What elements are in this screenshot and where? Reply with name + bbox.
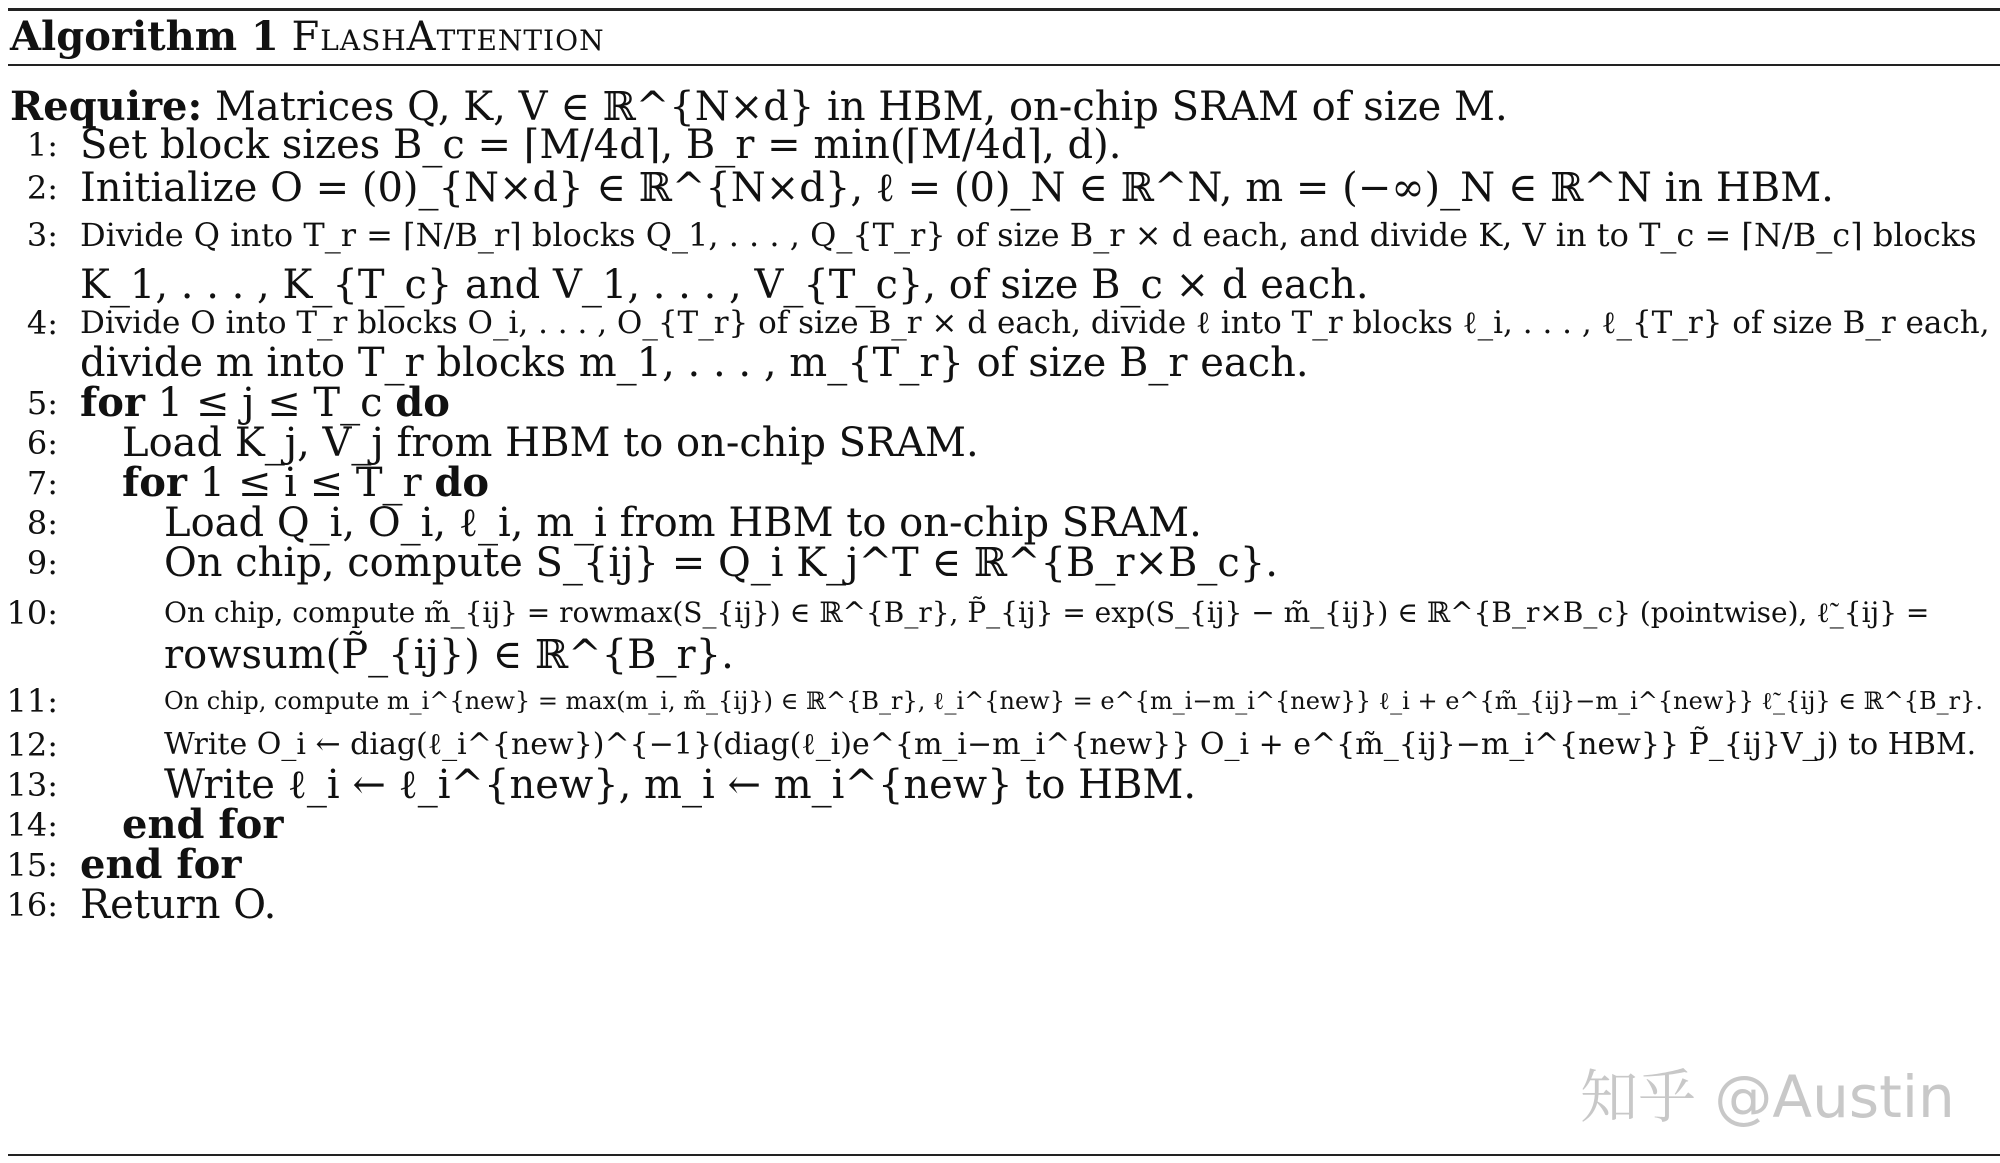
line-text: Set block sizes B_c = ⌈M/4d⌉, B_r = min(⌈M/4d⌉, d).: [80, 122, 1122, 168]
line-text: rowsum(P̃_{ij}) ∈ ℝ^{B_r}.: [164, 632, 734, 678]
line-text: Divide Q into T_r = ⌈N/B_r⌉ blocks Q_1, . . . , Q_{T_r} of size B_r × d each, and divide K, V in to T_c = ⌈N/B_c⌉ blocks: [80, 216, 1977, 254]
line-text: divide m into T_r blocks m_1, . . . , m_{T_r} of size B_r each.: [80, 340, 1309, 386]
line-number: 3:: [26, 216, 58, 254]
line-number: 7:: [26, 464, 58, 502]
line-text: Load K_j, V_j from HBM to on-chip SRAM.: [122, 420, 979, 466]
do-keyword: do: [395, 379, 450, 426]
watermark: 知乎 @Austin: [1580, 1063, 1955, 1131]
for-keyword: for: [80, 379, 145, 426]
line-text: On chip, compute S_{ij} = Q_i K_j^T ∈ ℝ^{B_r×B_c}.: [164, 540, 1278, 586]
line-number: 10:: [6, 594, 58, 632]
line-text: K_1, . . . , K_{T_c} and V_1, . . . , V_{T_c}, of size B_c × d each.: [80, 262, 1369, 308]
line-text: On chip, compute m̃_{ij} = rowmax(S_{ij}) ∈ ℝ^{B_r}, P̃_{ij} = exp(S_{ij} − m̃_{ij}) ∈ ℝ^{B_r×B_c} (pointwise), ℓ̃_{ij} =: [164, 596, 1930, 629]
line-number: 5:: [26, 384, 58, 422]
line-number: 9:: [26, 544, 58, 582]
algorithm-label: Algorithm 1: [10, 13, 279, 60]
line-text: Write O_i ← diag(ℓ_i^{new})^{−1}(diag(ℓ_i)e^{m_i−m_i^{new}} O_i + e^{m̃_{ij}−m_i^{new}} P̃_{ij}V_j) to HBM.: [164, 727, 1977, 762]
loop-range: 1 ≤ j ≤ T_c: [144, 380, 396, 426]
line-number: 12:: [6, 726, 58, 764]
line-text: Divide O into T_r blocks O_i, . . . , O_{T_r} of size B_r × d each, divide ℓ into T_r blocks ℓ_i, . . . , ℓ_{T_r} of size B_r each,: [80, 305, 1990, 341]
line-number: 2:: [26, 169, 58, 207]
line-text: Write ℓ_i ← ℓ_i^{new}, m_i ← m_i^{new} to HBM.: [164, 762, 1197, 808]
line-number: 13:: [6, 766, 58, 804]
end-for-keyword: end for: [122, 801, 284, 848]
bottom-rule: [8, 1154, 2000, 1156]
require-keyword: Require:: [10, 83, 203, 130]
line-number: 1:: [26, 126, 58, 164]
line-text: Load Q_i, O_i, ℓ_i, m_i from HBM to on-chip SRAM.: [164, 500, 1202, 546]
line-number: 16:: [6, 886, 58, 924]
require-text: Matrices Q, K, V ∈ ℝ^{N×d} in HBM, on-chip SRAM of size M.: [214, 84, 1508, 130]
line-number: 14:: [6, 806, 58, 844]
line-number: 4:: [26, 304, 58, 342]
title-rule: [8, 64, 2000, 66]
line-number: 8:: [26, 504, 58, 542]
line-text: On chip, compute m_i^{new} = max(m_i, m̃_{ij}) ∈ ℝ^{B_r}, ℓ_i^{new} = e^{m_i−m_i^{new}} ℓ_i + e^{m̃_{ij}−m_i^{new}} ℓ̃_{ij} ∈ ℝ^{B_r}.: [164, 687, 1984, 715]
line-number: 11:: [6, 682, 58, 720]
line-number: 15:: [6, 846, 58, 884]
for-keyword: for: [122, 459, 187, 506]
top-rule: [8, 8, 2000, 11]
line-text: Initialize O = (0)_{N×d} ∈ ℝ^{N×d}, ℓ = (0)_N ∈ ℝ^N, m = (−∞)_N ∈ ℝ^N in HBM.: [80, 165, 1834, 211]
algorithm-name: FlashAttention: [291, 14, 605, 60]
line-text: Return O.: [80, 882, 277, 928]
end-for-keyword: end for: [80, 841, 242, 888]
loop-range: 1 ≤ i ≤ T_r: [186, 460, 435, 506]
do-keyword: do: [434, 459, 489, 506]
line-number: 6:: [26, 424, 58, 462]
algorithm-title: [10, 14, 605, 60]
